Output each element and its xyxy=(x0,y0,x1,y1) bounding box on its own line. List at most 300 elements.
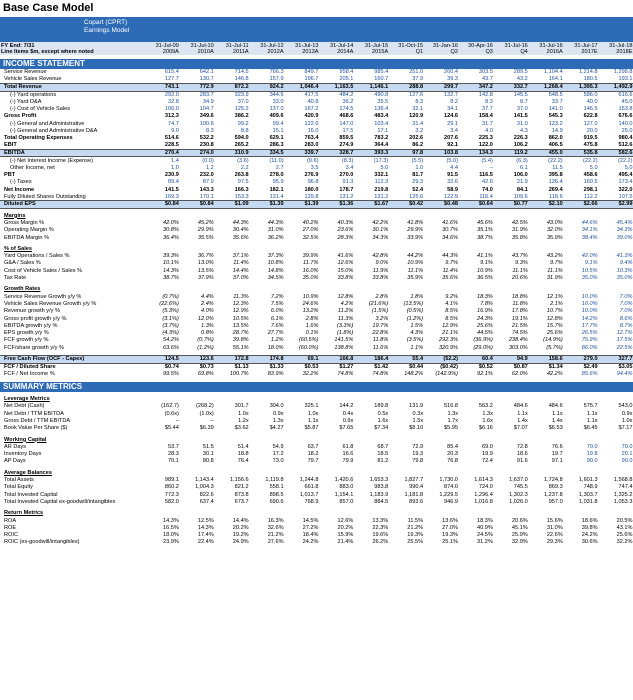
row-value: 21.5% xyxy=(511,322,528,329)
row-value: 772.3 xyxy=(164,491,179,498)
row-value: 859.5 xyxy=(339,135,354,142)
table-row xyxy=(0,491,633,498)
table-row xyxy=(0,458,633,465)
table-row xyxy=(0,193,633,200)
row-value: 1.4x xyxy=(517,417,528,424)
empty-cell xyxy=(494,469,529,476)
row-value: (22.2) xyxy=(617,157,633,164)
row-value: 36.4% xyxy=(163,234,179,241)
row-value: 7.0% xyxy=(619,308,633,315)
table-row xyxy=(0,98,633,105)
row-value: 35.5% xyxy=(197,234,214,241)
row-value: 112.3 xyxy=(374,179,389,186)
row-value: 35.5 xyxy=(377,98,389,105)
row-value: 96.8 xyxy=(307,179,319,186)
row-value: 45.2% xyxy=(197,219,214,226)
row-label: Diluted EPS xyxy=(0,201,145,209)
row-value: 153.8 xyxy=(618,106,633,113)
row-value: 310.9 xyxy=(215,149,250,157)
row-value: 748.9 xyxy=(583,484,598,491)
row-value: 36.2 xyxy=(342,98,354,105)
empty-cell xyxy=(180,436,215,443)
row-value: 23.6% xyxy=(337,227,354,234)
row-value: (9.6) xyxy=(306,157,319,164)
row-value: 119.2 xyxy=(494,149,529,157)
row-value: 263.8 xyxy=(234,171,249,178)
row-value: 12.5% xyxy=(197,517,214,524)
row-value: 575.7 xyxy=(583,403,598,410)
row-value: 74.5% xyxy=(511,330,528,337)
empty-cell xyxy=(389,436,424,443)
row-value: 8.3 xyxy=(206,127,214,134)
row-value: (60.5%) xyxy=(298,337,319,344)
row-value: 1,827.7 xyxy=(404,477,424,484)
row-value: 25.5% xyxy=(407,539,424,546)
row-value: $2.10 xyxy=(529,201,564,209)
row-value: 17.5 xyxy=(342,127,354,134)
row-value: 9.7% xyxy=(549,260,563,267)
row-value: 95.9 xyxy=(272,179,284,186)
empty-cell xyxy=(494,396,529,403)
row-value: 18.8% xyxy=(511,293,528,300)
empty-cell xyxy=(529,510,564,517)
row-value: 21.9 xyxy=(516,179,528,186)
empty-cell xyxy=(564,245,599,252)
row-value: 129.8 xyxy=(304,193,319,200)
row-value: 1,214.8 xyxy=(578,69,598,76)
row-value: 109.6 xyxy=(513,193,528,200)
row-value: 45.1% xyxy=(511,524,528,531)
row-value: 138.8% xyxy=(334,344,354,351)
empty-cell xyxy=(319,469,354,476)
row-value: 27.0% xyxy=(442,524,459,531)
row-value: 18.5 xyxy=(377,451,389,458)
row-value: 158.4 xyxy=(478,113,493,120)
row-value: 37.3% xyxy=(267,253,284,260)
empty-cell xyxy=(424,510,459,517)
table-row xyxy=(0,128,633,135)
row-value: 85.6% xyxy=(581,370,598,377)
row-value: 34.1% xyxy=(581,227,598,234)
row-value: 28.3 xyxy=(168,451,179,458)
row-value: 1,237.8 xyxy=(544,491,563,498)
row-value: 690.6 xyxy=(269,498,284,505)
row-value: 42.0% xyxy=(163,219,179,226)
row-value: 141.5 xyxy=(164,186,179,193)
row-value: 131.2 xyxy=(374,193,389,200)
row-value: 3.4 xyxy=(450,127,459,134)
period-date: 31-Jul-16 xyxy=(539,42,563,49)
row-value: 141.5% xyxy=(334,337,354,344)
row-value: 1.0 xyxy=(415,164,424,171)
row-value: 160.5 xyxy=(583,179,598,186)
row-value: 18.8 xyxy=(237,451,249,458)
row-value: 0.3x xyxy=(412,410,424,417)
period-header xyxy=(250,42,285,55)
row-value: 873.8 xyxy=(234,491,249,498)
empty-cell xyxy=(145,436,180,443)
row-value: 1,146.1 xyxy=(354,84,389,92)
row-label: Total Invested Capital xyxy=(4,491,58,498)
period-label: 2015A xyxy=(372,48,389,55)
empty-cell xyxy=(459,396,494,403)
empty-cell xyxy=(250,396,285,403)
row-value: 883.0 xyxy=(339,484,354,491)
row-value: 18.6 xyxy=(516,451,528,458)
row-value: 69.0 xyxy=(482,443,493,450)
row-value: 269.4 xyxy=(548,186,563,193)
average-balances-title-row xyxy=(0,469,633,476)
row-value: 27.6% xyxy=(267,539,284,546)
row-value: 74.7 xyxy=(168,120,179,127)
row-value: 172.8 xyxy=(215,356,250,364)
row-value: 169.3 xyxy=(164,193,179,200)
row-value: 12.7% xyxy=(616,330,633,337)
row-value: (22.2) xyxy=(582,157,598,164)
row-value: $5.44 xyxy=(164,425,179,432)
row-value: 1,653.3 xyxy=(369,477,389,484)
row-value: 180.0 xyxy=(304,186,319,193)
row-value: 1.2 xyxy=(206,164,214,171)
row-label: Book Value Per Share ($) xyxy=(4,425,68,432)
row-value: 19.6% xyxy=(372,532,389,539)
row-value: 325.1 xyxy=(304,403,319,410)
empty-cell xyxy=(250,286,285,293)
row-value: 283.0 xyxy=(304,142,319,149)
row-value: 495.4 xyxy=(618,171,633,178)
row-label: Other Income, net xyxy=(10,164,55,171)
row-value: (0.6x) xyxy=(164,410,179,417)
row-value: 11.1% xyxy=(512,267,528,274)
row-value: 8.7% xyxy=(619,322,633,329)
row-value: 303.0% xyxy=(508,344,528,351)
row-value: (5.7%) xyxy=(546,344,563,351)
row-value: 35.8% xyxy=(511,234,528,241)
row-value: 8.2 xyxy=(450,98,459,105)
row-value: 872.2 xyxy=(215,84,250,92)
row-value: 2.4% xyxy=(201,300,214,307)
row-value: 475.8 xyxy=(583,142,598,149)
empty-cell xyxy=(145,212,180,219)
row-value: $0.42 xyxy=(389,201,424,209)
row-value: 278.0 xyxy=(269,171,284,178)
period-date: 31-Jul-15 xyxy=(364,42,389,49)
row-value: 112.2 xyxy=(583,193,598,200)
row-value: 9.1% xyxy=(584,260,598,267)
row-value: 22.4% xyxy=(197,539,214,546)
period-date: 31-Jul-14 xyxy=(330,42,354,49)
row-value: 20.6% xyxy=(511,275,528,282)
row-value: $1.09 xyxy=(215,201,250,209)
row-value: (3.1%) xyxy=(162,315,179,322)
row-value: 1,296.4 xyxy=(474,491,493,498)
table-row xyxy=(0,403,633,410)
table-row xyxy=(0,253,633,260)
row-value: 874.0 xyxy=(444,484,459,491)
row-value: 7.0% xyxy=(619,300,633,307)
empty-cell xyxy=(564,510,599,517)
table-row xyxy=(0,220,633,227)
row-value: 393.3 xyxy=(354,149,389,157)
row-label: Inventory Days xyxy=(4,451,42,458)
row-value: 2.8% xyxy=(375,293,389,300)
row-value: 182.1 xyxy=(269,186,284,193)
working-capital-title-row xyxy=(0,436,633,443)
row-value: 8.5% xyxy=(445,315,459,322)
row-value: 616.6 xyxy=(618,91,633,98)
row-value: 4.4% xyxy=(201,293,214,300)
row-value: 24.6% xyxy=(302,300,319,307)
row-value: 76.4 xyxy=(237,458,249,465)
period-label: 2013A xyxy=(302,48,319,55)
empty-cell xyxy=(529,469,564,476)
row-value: 14.3% xyxy=(163,267,179,274)
row-value: 11.1% xyxy=(407,267,424,274)
row-value: 5.0 xyxy=(589,164,598,171)
row-value: 332.7 xyxy=(494,84,529,92)
table-row xyxy=(0,539,633,546)
row-value: 364.4 xyxy=(374,142,389,149)
period-label: 2011A xyxy=(232,48,249,55)
row-value: 72.4 xyxy=(482,458,493,465)
row-value: 31.2% xyxy=(477,539,493,546)
row-value: 34.5% xyxy=(267,275,284,282)
row-value: 100.6 xyxy=(199,120,214,127)
row-value: 1.3% xyxy=(201,322,214,329)
row-value: 158.6 xyxy=(529,356,564,364)
row-value: 142.8 xyxy=(478,91,493,98)
row-value: 20.2% xyxy=(232,524,249,531)
row-value: 31.4 xyxy=(412,120,424,127)
row-value: 19.3 xyxy=(412,451,424,458)
empty-cell xyxy=(354,212,389,219)
row-value: (52.2) xyxy=(424,356,459,364)
row-label: Total Equity xyxy=(4,484,33,491)
row-value: 61.8 xyxy=(342,443,354,450)
empty-cell xyxy=(424,396,459,403)
row-value: 30.8% xyxy=(163,227,179,234)
row-value: 39.3% xyxy=(163,253,179,260)
column-header-row xyxy=(0,42,633,55)
row-value: 36.5% xyxy=(477,275,493,282)
empty-cell xyxy=(180,212,215,219)
row-value: 783.2 xyxy=(374,135,389,142)
row-label: Operating Margin % xyxy=(4,227,54,234)
row-value: 849.7 xyxy=(304,69,319,76)
row-value: 1,299.8 xyxy=(613,69,633,76)
table-row xyxy=(0,76,633,83)
row-value: 11.2% xyxy=(337,308,354,315)
row-value: 180.5 xyxy=(583,76,598,83)
row-value: 140.0 xyxy=(618,120,633,127)
row-value: 178.7 xyxy=(339,186,354,193)
row-label: Yard Operations / Sales % xyxy=(4,253,70,260)
empty-cell xyxy=(599,469,633,476)
row-value: 21.4% xyxy=(337,539,354,546)
row-value: 173.4 xyxy=(618,179,633,186)
period-label: 2016A xyxy=(546,48,563,55)
row-value: 30.1 xyxy=(202,451,214,458)
row-value: $1.42 xyxy=(374,363,389,370)
row-value: 86.0% xyxy=(581,344,598,351)
row-value: 16.6 xyxy=(342,451,354,458)
row-value: $3.62 xyxy=(234,425,249,432)
table-row xyxy=(0,499,633,506)
empty-cell xyxy=(599,245,633,252)
empty-cell xyxy=(494,212,529,219)
row-value: 202.6 xyxy=(409,135,424,142)
row-value: 747.4 xyxy=(618,484,633,491)
table-row xyxy=(0,315,633,322)
period-label: 2010A xyxy=(197,48,214,55)
row-value: 19.9 xyxy=(482,451,493,458)
empty-cell xyxy=(250,510,285,517)
row-value: 548.5 xyxy=(548,91,563,98)
row-value: 2.8% xyxy=(305,315,319,322)
row-value: 90.0 xyxy=(621,458,633,465)
row-value: 28.7% xyxy=(232,330,249,337)
row-label: Net Debt / TTM EBITDA xyxy=(4,410,64,417)
table-row xyxy=(0,370,633,377)
empty-cell xyxy=(459,510,494,517)
row-value: 985.4 xyxy=(374,69,389,76)
row-value: 230.8 xyxy=(199,142,214,149)
row-value: 125.2 xyxy=(234,106,249,113)
row-label: Net Income xyxy=(4,186,35,193)
row-value: 225.3 xyxy=(478,135,493,142)
row-value: 14.5% xyxy=(302,517,319,524)
row-value: 334.5 xyxy=(250,149,285,157)
row-value: 153.3 xyxy=(234,193,249,200)
row-value: 127.6 xyxy=(409,91,424,98)
row-value: 41.8% xyxy=(407,219,424,226)
row-value: 27.2% xyxy=(302,524,319,531)
row-value: 32.2% xyxy=(302,370,319,377)
row-value: 12.1% xyxy=(546,293,563,300)
row-value: $7.34 xyxy=(374,425,389,432)
row-value: 39.8% xyxy=(581,524,598,531)
table-row xyxy=(0,451,633,458)
row-value: 1.2x xyxy=(238,417,249,424)
row-value: 1,181.8 xyxy=(404,491,424,498)
row-value: 455.0 xyxy=(529,149,564,157)
row-value: 10.0% xyxy=(581,308,598,315)
summary-metrics-title: SUMMARY METRICS xyxy=(0,382,633,392)
row-value: 39.8% xyxy=(232,337,249,344)
row-value: 73.0 xyxy=(272,458,284,465)
row-value: 458.6 xyxy=(583,171,598,178)
row-value: 289.5 xyxy=(513,69,528,76)
row-value: (1.2%) xyxy=(406,315,424,322)
row-value: 983.8 xyxy=(374,484,389,491)
row-value: 1,183.9 xyxy=(369,491,389,498)
row-value: 12.3% xyxy=(232,300,249,307)
row-value: 1.4 xyxy=(171,157,179,164)
row-value: 106.2 xyxy=(513,142,528,149)
row-value: 1.1% xyxy=(410,344,424,351)
row-value: 35.6% xyxy=(232,234,249,241)
row-value: 6.1 xyxy=(520,164,528,171)
row-label: FCF growth y/y % xyxy=(4,337,49,344)
table-row xyxy=(0,477,633,484)
table-row xyxy=(0,425,633,432)
row-value: 990.4 xyxy=(409,484,424,491)
row-value: 32.5% xyxy=(302,234,319,241)
empty-cell xyxy=(180,510,215,517)
row-value: 74.0 xyxy=(482,186,493,193)
row-value: 1.1x xyxy=(587,417,598,424)
empty-cell xyxy=(180,396,215,403)
row-value: 99.4 xyxy=(272,120,284,127)
row-value: 15.9% xyxy=(337,532,354,539)
table-row xyxy=(0,164,633,171)
row-value: 232.0 xyxy=(199,171,214,178)
income-statement-title: INCOME STATEMENT xyxy=(0,59,633,69)
row-value: 822.6 xyxy=(199,491,214,498)
row-value: 37.1% xyxy=(232,253,249,260)
row-value: 230.9 xyxy=(164,171,179,178)
row-value: 1.3x xyxy=(447,410,459,417)
empty-cell xyxy=(529,212,564,219)
row-value: 42.2% xyxy=(372,219,389,226)
row-value: $6.53 xyxy=(548,425,563,432)
row-value: 55.1% xyxy=(232,344,249,351)
row-value: 12.8% xyxy=(546,315,563,322)
row-value: (3.3%) xyxy=(336,322,354,329)
row-value: 1,492.9 xyxy=(599,84,633,92)
row-value: 543.0 xyxy=(618,403,633,410)
period-label: Q3 xyxy=(485,48,493,55)
row-value: 468.6 xyxy=(339,113,354,120)
row-label: PBT xyxy=(4,171,16,178)
row-value: 84.1 xyxy=(516,186,528,193)
row-value: 131.4 xyxy=(269,193,284,200)
row-value: 1.5x xyxy=(412,417,424,424)
row-value: 328.7 xyxy=(319,149,354,157)
row-value: 44.3% xyxy=(442,253,459,260)
row-value: 1,154.1 xyxy=(334,491,354,498)
row-value: 14.9 xyxy=(551,127,563,134)
row-value: ($0.42) xyxy=(440,363,459,370)
row-value: 27.7% xyxy=(267,330,284,337)
row-value: 124.6 xyxy=(444,113,459,120)
row-value: 63.6% xyxy=(163,344,179,351)
row-value: 957.0 xyxy=(548,498,563,505)
row-value: 39.9% xyxy=(302,253,319,260)
empty-cell xyxy=(285,436,320,443)
row-value: 30.7% xyxy=(442,227,459,234)
row-value: 75.9% xyxy=(581,337,598,344)
row-value: 91.5 xyxy=(447,171,459,178)
empty-cell xyxy=(319,286,354,293)
row-value: 10.5% xyxy=(581,267,598,274)
empty-cell xyxy=(285,396,320,403)
row-value: 131.2 xyxy=(339,193,354,200)
row-value: $0.73 xyxy=(199,363,214,370)
row-value: 196.7 xyxy=(304,76,319,83)
row-value: 14.8% xyxy=(267,267,284,274)
period-date: 31-Oct-15 xyxy=(398,42,424,49)
row-value: 141.0 xyxy=(548,106,563,113)
row-value: 19.2% xyxy=(232,532,249,539)
row-value: 14.4% xyxy=(232,517,249,524)
row-value: (4.3%) xyxy=(162,330,179,337)
row-value: (0.0) xyxy=(202,157,214,164)
row-label: FCF/share growth y/y % xyxy=(4,344,64,351)
row-value: 42.5% xyxy=(511,219,528,226)
row-value: 100.7% xyxy=(229,370,249,377)
row-value: 586.0 xyxy=(583,91,598,98)
